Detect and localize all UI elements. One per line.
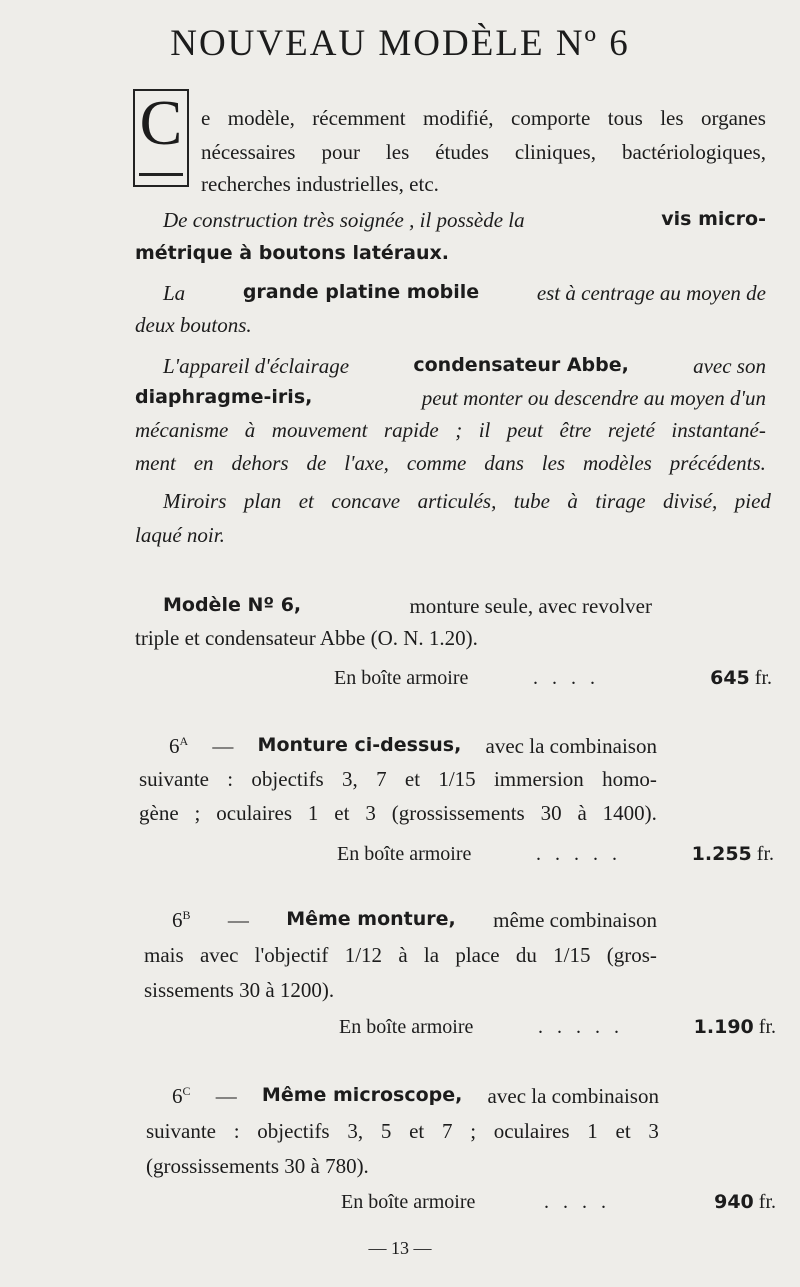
model6a-number: $6^A$: [169, 734, 189, 758]
model6-price-value: 645: [710, 667, 750, 689]
model6a-line-2: suivante : objectifs 3, 7 et 1/15 immersion homo-: [139, 767, 657, 791]
para4-italic-b: avec son: [693, 354, 766, 378]
model6c-price: [714, 1191, 776, 1214]
intro-line-1: e modèle, récemment modifié, comporte tous les organes: [201, 106, 766, 130]
model6a-price-unit: fr.: [756, 843, 774, 865]
para2-bold: vis micro-: [661, 208, 766, 230]
model6c-dots: ....: [544, 1191, 620, 1213]
model6a-dots: .....: [536, 843, 631, 865]
model6c-box-label: En boîte armoire: [341, 1191, 476, 1213]
model6-heading: Modèle Nº 6,: [163, 594, 302, 616]
model6c-letter: C: [182, 1084, 191, 1098]
model6a-heading: Monture ci-dessus,: [257, 734, 462, 756]
intro-line-2: nécessaires pour les études cliniques, bactériologiques,: [201, 140, 766, 164]
drop-cap: [133, 89, 189, 187]
para4-line-2: [135, 386, 766, 411]
model6a-price-value: 1.255: [691, 843, 752, 865]
model6b-box-label: En boîte armoire: [339, 1016, 474, 1038]
model6b-text-a: même combinaison: [493, 908, 657, 932]
para2-italic: De construction très soignée , il possède la: [163, 208, 525, 232]
model6a-text-a: avec la combinaison: [485, 734, 657, 758]
model6c-text-a: avec la combinaison: [487, 1084, 659, 1108]
intro-line-3: recherches industrielles, etc.: [201, 172, 439, 196]
para3-la: La: [163, 281, 186, 305]
model6-text-a: monture seule, avec revolver: [409, 594, 652, 618]
model6b-dots: .....: [538, 1016, 633, 1038]
para4-italic-a: L'appareil d'éclairage: [163, 354, 350, 378]
para2-line-1: [163, 208, 766, 233]
model6c-line-2: suivante : objectifs 3, 5 et 7 ; oculaires 1 et 3: [146, 1119, 659, 1143]
model6b-line-3: sissements 30 à 1200).: [144, 978, 335, 1002]
model6c-price-value: 940: [714, 1191, 754, 1213]
para4-line-1: [163, 354, 766, 379]
model6a-dash: —: [212, 734, 234, 758]
model6c-price-unit: fr.: [758, 1191, 776, 1213]
model6b-price: [694, 1016, 776, 1039]
model6-line-1: [163, 594, 652, 619]
model6c-dash: —: [215, 1084, 237, 1108]
model6-box-label: En boîte armoire: [334, 667, 469, 689]
page-number: — 13 —: [368, 1238, 432, 1258]
para2-bold-2: métrique à boutons latéraux.: [135, 242, 449, 264]
para3-bold: grande platine mobile: [242, 281, 480, 303]
model6c-number: $6^C$: [172, 1084, 191, 1108]
model6a-price: [692, 843, 774, 866]
model6b-heading: Même monture,: [286, 908, 456, 930]
drop-cap-rule: [139, 173, 183, 176]
para3-line-1: [163, 281, 766, 306]
para5-line-2: laqué noir.: [135, 523, 225, 547]
model6c-line-3: (grossissements 30 à 780).: [146, 1154, 369, 1178]
para4-line-4: ment en dehors de l'axe, comme dans les modèles précédents.: [135, 451, 766, 475]
para5-line-1: Miroirs plan et concave articulés, tube à tirage divisé, pied: [163, 489, 771, 513]
model6-price-unit: fr.: [754, 667, 772, 689]
para2-line-2: [135, 240, 449, 265]
model6a-letter: A: [179, 734, 189, 748]
para4-line-3: mécanisme à mouvement rapide ; il peut être rejeté instantané-: [135, 418, 766, 442]
model6b-dash: —: [227, 908, 249, 932]
model6b-line-2: mais avec l'objectif 1/12 à la place du 1/15 (gros-: [144, 943, 657, 967]
model6-dots: ....: [533, 667, 609, 689]
model6b-number: $6^B$: [172, 908, 191, 932]
title-text: NOUVEAU MODÈLE: [170, 23, 545, 64]
model6b-price-value: 1.190: [693, 1016, 754, 1038]
model6b-letter: B: [182, 908, 191, 922]
model6b-price-unit: fr.: [758, 1016, 776, 1038]
model6a-line-1: [169, 734, 657, 759]
model6c-line-1: [172, 1084, 659, 1109]
model6-line-2: triple et condensateur Abbe (O. N. 1.20).: [135, 626, 478, 650]
title-model-number: Nº 6: [555, 23, 630, 64]
para3-line-2: deux boutons.: [135, 313, 252, 337]
page-title: [0, 22, 800, 65]
model6a-box-label: En boîte armoire: [337, 843, 472, 865]
model6b-line-1: [172, 908, 657, 933]
model6-price: [710, 667, 772, 690]
model6a-line-3: gène ; oculaires 1 et 3 (grossissements 30 à 1400).: [139, 801, 657, 825]
model6c-heading: Même microscope,: [261, 1084, 463, 1106]
drop-cap-letter: C: [139, 87, 183, 158]
para4-bold-a: condensateur Abbe,: [413, 354, 629, 376]
para4-bold-b: diaphragme-iris,: [135, 386, 313, 408]
para3-italic: est à centrage au moyen de: [536, 281, 766, 305]
para4-italic-c: peut monter ou descendre au moyen d'un: [421, 386, 766, 410]
